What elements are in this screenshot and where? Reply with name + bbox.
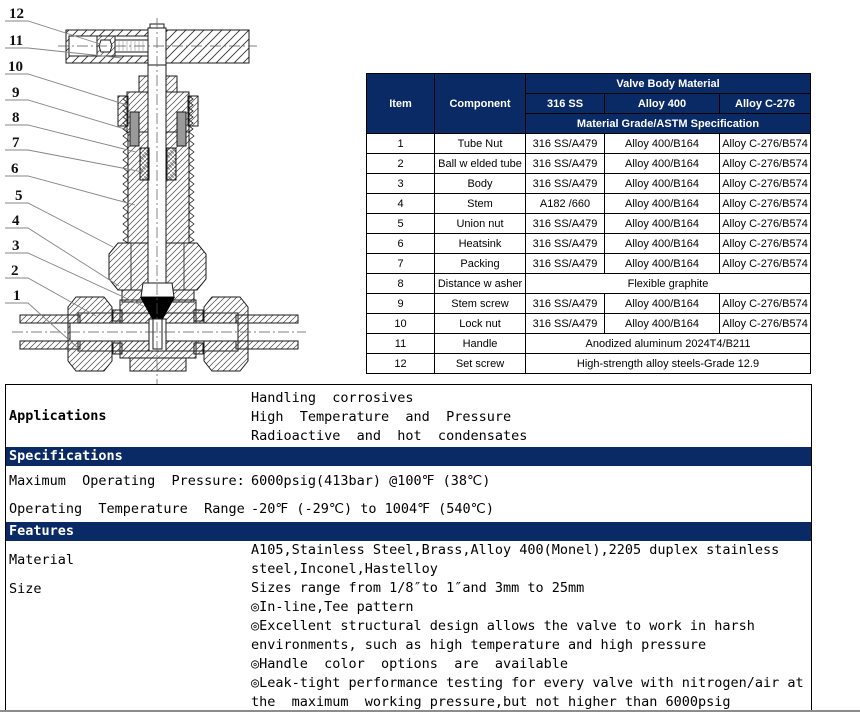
application-line: High Temperature and Pressure <box>251 408 512 425</box>
cell-alloy400: Alloy 400/B164 <box>605 134 720 154</box>
cell-alloyc276: Alloy C-276/B574 <box>720 154 811 174</box>
valve-drawing-geometry <box>20 24 298 371</box>
cell-span-material: Anodized aluminum 2024T4/B211 <box>526 334 811 354</box>
cell-item: 2 <box>367 154 435 174</box>
cell-component: Union nut <box>435 214 526 234</box>
cell-alloy400: Alloy 400/B164 <box>605 154 720 174</box>
max-pressure-row <box>6 466 811 494</box>
temp-range-label: Operating Temperature Range <box>9 501 245 517</box>
cell-alloy400: Alloy 400/B164 <box>605 214 720 234</box>
cell-item: 10 <box>367 314 435 334</box>
callout-label: 3 <box>12 238 20 254</box>
callout-numbers <box>8 6 24 304</box>
cell-316ss: 316 SS/A479 <box>526 214 605 234</box>
callout-label: 10 <box>8 59 23 75</box>
cell-component: Handle <box>435 334 526 354</box>
cell-component: Packing <box>435 254 526 274</box>
cell-item: 12 <box>367 354 435 374</box>
cell-alloyc276: Alloy C-276/B574 <box>720 214 811 234</box>
callout-label: 8 <box>12 110 20 126</box>
applications-row <box>6 385 811 447</box>
cell-alloyc276: Alloy C-276/B574 <box>720 254 811 274</box>
temp-range-value: -20℉ (-29℃) to 1004℉ (540℃) <box>251 501 494 517</box>
table-row <box>367 274 811 294</box>
cell-alloy400: Alloy 400/B164 <box>605 294 720 314</box>
col-header-subtitle: Material Grade/ASTM Specification <box>526 114 811 134</box>
cell-item: 9 <box>367 294 435 314</box>
cell-component: Stem screw <box>435 294 526 314</box>
material-label: Material <box>9 552 75 568</box>
application-line: Radioactive and hot condensates <box>251 427 528 444</box>
cell-component: Lock nut <box>435 314 526 334</box>
material-row <box>6 541 811 579</box>
parts-materials-table <box>366 73 811 374</box>
callout-label: 5 <box>15 188 23 204</box>
cell-item: 7 <box>367 254 435 274</box>
col-header-alloy400: Alloy 400 <box>605 94 720 114</box>
cell-item: 8 <box>367 274 435 294</box>
applications-values <box>251 387 811 446</box>
cell-item: 11 <box>367 334 435 354</box>
col-header-316ss: 316 SS <box>526 94 605 114</box>
cell-316ss: 316 SS/A479 <box>526 154 605 174</box>
cell-item: 3 <box>367 174 435 194</box>
cell-component: Heatsink <box>435 234 526 254</box>
table-row <box>367 254 811 274</box>
cell-316ss: 316 SS/A479 <box>526 314 605 334</box>
cell-alloy400: Alloy 400/B164 <box>605 254 720 274</box>
feature-item: ◎In-line,Tee pattern <box>251 599 414 615</box>
size-label: Size <box>9 581 42 597</box>
callout-label: 12 <box>9 6 24 22</box>
cell-alloy400: Alloy 400/B164 <box>605 234 720 254</box>
callout-label: 4 <box>12 213 20 229</box>
feature-item: ◎Handle color options are available <box>251 656 568 672</box>
cell-item: 6 <box>367 234 435 254</box>
feature-item: ◎Leak-tight performance testing for every valve with nitrogen/air at the maximum working pressure,but not higher than 6000psig <box>251 675 812 710</box>
temp-range-row <box>6 494 811 522</box>
cell-component: Tube Nut <box>435 134 526 154</box>
cell-alloyc276: Alloy C-276/B574 <box>720 194 811 214</box>
cell-316ss: 316 SS/A479 <box>526 254 605 274</box>
max-pressure-value: 6000psig(413bar) @100℉ (38℃) <box>251 473 491 489</box>
applications-label: Applications <box>9 408 107 424</box>
table-row <box>367 354 811 374</box>
cell-component: Distance w asher <box>435 274 526 294</box>
cell-component: Set screw <box>435 354 526 374</box>
cell-component: Stem <box>435 194 526 214</box>
max-pressure-label: Maximum Operating Pressure: <box>9 473 245 489</box>
callout-label: 1 <box>13 288 21 304</box>
cell-alloyc276: Alloy C-276/B574 <box>720 234 811 254</box>
callout-label: 2 <box>11 263 19 279</box>
cell-component: Body <box>435 174 526 194</box>
cell-316ss: 316 SS/A479 <box>526 174 605 194</box>
table-row <box>367 134 811 154</box>
cell-316ss: 316 SS/A479 <box>526 134 605 154</box>
cell-316ss: A182 /660 <box>526 194 605 214</box>
table-row <box>367 334 811 354</box>
table-header-row <box>367 74 811 94</box>
material-value: A105,Stainless Steel,Brass,Alloy 400(Monel),2205 duplex stainless steel,Inconel,Hastelloy <box>251 542 788 577</box>
specifications-section-bar: Specifications <box>6 447 811 466</box>
cell-alloy400: Alloy 400/B164 <box>605 314 720 334</box>
table-row <box>367 194 811 214</box>
cell-alloyc276: Alloy C-276/B574 <box>720 174 811 194</box>
cell-item: 5 <box>367 214 435 234</box>
cell-item: 4 <box>367 194 435 214</box>
cell-alloy400: Alloy 400/B164 <box>605 174 720 194</box>
cell-item: 1 <box>367 134 435 154</box>
table-row <box>367 294 811 314</box>
col-header-item: Item <box>367 74 435 134</box>
size-and-features <box>251 579 811 712</box>
valve-cross-section-diagram <box>0 0 365 392</box>
spec-info-box <box>5 384 812 711</box>
size-value: Sizes range from 1/8″to 1″and 3mm to 25mm <box>251 580 585 596</box>
table-row <box>367 174 811 194</box>
col-header-group: Valve Body Material <box>526 74 811 94</box>
cell-component: Ball w elded tube <box>435 154 526 174</box>
table-row <box>367 154 811 174</box>
size-row <box>6 579 811 712</box>
col-header-alloyc276: Alloy C-276 <box>720 94 811 114</box>
callout-label: 11 <box>9 33 24 49</box>
cell-316ss: 316 SS/A479 <box>526 234 605 254</box>
features-section-bar: Features <box>6 522 811 541</box>
cell-316ss: 316 SS/A479 <box>526 294 605 314</box>
cell-alloyc276: Alloy C-276/B574 <box>720 134 811 154</box>
cell-span-material: High-strength alloy steels-Grade 12.9 <box>526 354 811 374</box>
cell-span-material: Flexible graphite <box>526 274 811 294</box>
page-bottom-rule <box>0 710 860 712</box>
table-row <box>367 214 811 234</box>
table-row <box>367 314 811 334</box>
callout-label: 6 <box>11 161 19 177</box>
application-line: Handling corrosives <box>251 389 414 406</box>
feature-item: ◎Excellent structural design allows the valve to work in harsh environments, such as high temperature and high pressure <box>251 618 764 653</box>
col-header-component: Component <box>435 74 526 134</box>
table-row <box>367 234 811 254</box>
callout-label: 7 <box>12 135 20 151</box>
cell-alloyc276: Alloy C-276/B574 <box>720 314 811 334</box>
cell-alloyc276: Alloy C-276/B574 <box>720 294 811 314</box>
callout-label: 9 <box>12 85 20 101</box>
cell-alloy400: Alloy 400/B164 <box>605 194 720 214</box>
